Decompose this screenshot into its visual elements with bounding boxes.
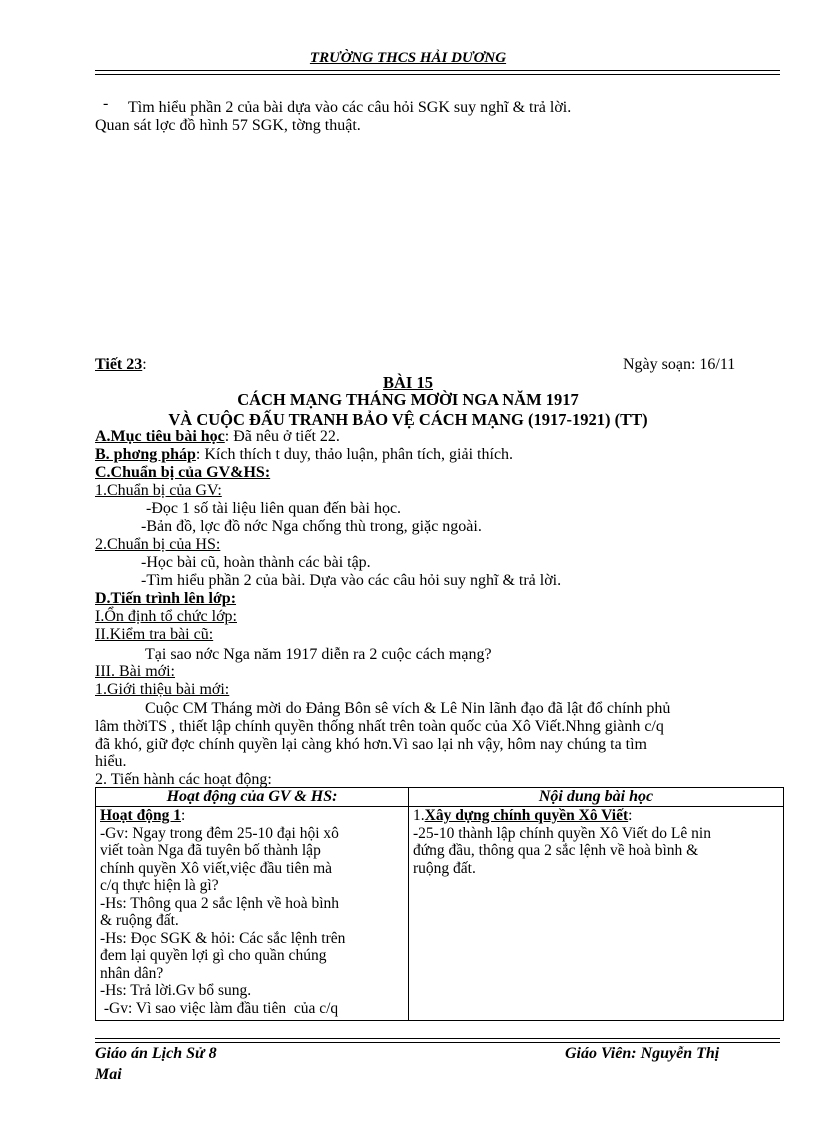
section-c1-item-1: -Đọc 1 số tài liệu liên quan đến bài học. (146, 500, 402, 517)
footer-teacher: Giáo Viên: Nguyễn Thị (565, 1045, 720, 1062)
intro-line-1: Tìm hiểu phần 2 của bài dựa vào các câu hỏi SGK suy nghĩ & trả lời. (128, 99, 572, 116)
activity-title (100, 807, 404, 825)
activity-cell-teacher-student (96, 807, 409, 1021)
content-line: -25-10 thành lập chính quyền Xô Viết do Lê nin (413, 824, 711, 842)
activity-line: c/q thực hiện là gì? (100, 877, 219, 894)
activity-table-header-col1: Hoạt động của GV & HS: (96, 788, 409, 807)
content-title-label: Xây dựng chính quyền Xô Viết (424, 807, 629, 824)
intro-paragraph-line-1: Cuộc CM Tháng mời do Đảng Bôn sê vích & Lê Nin lãnh đạo đã lật đổ chính phủ (145, 700, 671, 717)
activity-line: -Hs: Đọc SGK & hỏi: Các sắc lệnh trên (100, 929, 346, 947)
lesson-period-suffix: : (142, 356, 147, 373)
intro-line-2: Quan sát lợc đồ hình 57 SGK, tờng thuật. (95, 117, 361, 134)
activity-line: & ruộng đất. (100, 912, 179, 929)
section-b-label: B. phơng pháp (95, 446, 196, 463)
lesson-period (95, 356, 147, 374)
section-c1-item-2: -Bản đồ, lợc đồ nớc Nga chống thù trong, giặc ngoài. (141, 518, 482, 535)
activity-table (95, 787, 784, 1021)
lesson-title-line-1: CÁCH MẠNG THÁNG MƠỜI NGA NĂM 1917 (237, 390, 579, 409)
section-d2-question: Tại sao nớc Nga năm 1917 diễn ra 2 cuộc cách mạng? (145, 646, 492, 663)
footer-subject: Giáo án Lịch Sử 8 (95, 1045, 217, 1062)
intro-paragraph-line-4: hiểu. (95, 753, 127, 770)
section-b (95, 446, 513, 464)
section-c2-item-2: -Tìm hiểu phần 2 của bài. Dựa vào các câu hỏi suy nghĩ & trả lời. (141, 572, 562, 589)
activity-line: -Gv: Ngay trong đêm 25-10 đại hội xô (100, 824, 339, 842)
section-d3-label: III. Bài mới: (95, 663, 175, 680)
section-d1-label: I.Ổn định tổ chức lớp: (95, 608, 237, 625)
content-title-suffix: : (628, 807, 633, 824)
lesson-period-label: Tiết 23 (95, 356, 143, 373)
activity-line: -Hs: Trả lời.Gv bổ sung. (100, 982, 252, 999)
section-c-label: C.Chuẩn bị của GV&HS: (95, 464, 271, 481)
bullet-marker: - (103, 95, 109, 112)
activity-line: -Hs: Thông qua 2 sắc lệnh về hoà bình (100, 894, 340, 912)
footer-rule-bottom (95, 1042, 780, 1043)
activity-line: viết toàn Nga đã tuyên bố thành lập (100, 842, 321, 859)
footer-teacher-name-cont: Mai (95, 1066, 122, 1083)
section-c2-label: 2.Chuẩn bị của HS: (95, 536, 221, 553)
section-a (95, 428, 340, 446)
section-b-text: : Kích thích t duy, thảo luận, phân tích, giải thích. (195, 446, 514, 463)
activity-line: đem lại quyền lợi gì cho quần chúng (100, 947, 327, 964)
section-c1-label: 1.Chuẩn bị của GV: (95, 482, 222, 499)
footer-rule-top (95, 1038, 780, 1039)
activity-title-label: Hoạt động 1 (100, 807, 181, 824)
section-d-label: D.Tiến trình lên lớp: (95, 590, 237, 607)
intro-paragraph-line-3: đã khó, giữ đợc chính quyền lại càng khó hơn.Vì sao lại nh vậy, hôm nay chúng ta tìm (95, 736, 647, 753)
lesson-content-cell (409, 807, 784, 1021)
intro-paragraph-line-2: lâm thờiTS , thiết lập chính quyền thống nhất trên toàn quốc của Xô Viết.Nhng giành c/q (95, 718, 664, 735)
section-d3-2-label: 2. Tiến hành các hoạt động: (95, 771, 272, 788)
lesson-bai: BÀI 15 (383, 373, 433, 392)
content-title-num: 1. (413, 807, 425, 824)
activity-table-header-row (96, 788, 784, 807)
content-line: ruộng đất. (413, 859, 476, 877)
activity-table-header-col2: Nội dung bài học (409, 788, 784, 807)
content-title (413, 807, 779, 825)
section-a-text: : Đã nêu ở tiết 22. (224, 428, 340, 445)
activity-title-suffix: : (180, 807, 186, 824)
section-d3-1-label: 1.Giới thiệu bài mới: (95, 681, 230, 698)
header-school-name: TRƯỜNG THCS HẢI DƯƠNG (309, 50, 507, 66)
section-c2-item-1: -Học bài cũ, hoàn thành các bài tập. (141, 554, 371, 571)
activity-line: chính quyền Xô viết,việc đầu tiên mà (100, 859, 333, 877)
lesson-date: Ngày soạn: 16/11 (623, 356, 736, 373)
activity-table-row (96, 807, 784, 1021)
lesson-title-line-2: VÀ CUỘC ĐẤU TRANH BẢO VỆ CÁCH MẠNG (1917-1921) (TT) (168, 410, 648, 429)
activity-line: nhân dân? (100, 964, 164, 982)
content-line: đứng đầu, thông qua 2 sắc lệnh về hoà bình & (413, 842, 699, 859)
section-a-label: A.Mục tiêu bài học (95, 428, 225, 445)
activity-line: -Gv: Vì sao việc làm đầu tiên của c/q (100, 999, 339, 1017)
header-rule-bottom (95, 74, 780, 75)
section-d2-label: II.Kiểm tra bài cũ: (95, 626, 214, 643)
header-rule-top (95, 70, 780, 71)
